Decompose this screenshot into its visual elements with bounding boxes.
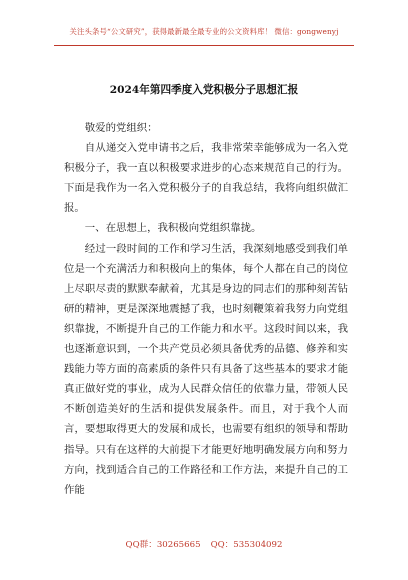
document-body (64, 118, 348, 500)
qq-label: QQ： (210, 540, 234, 550)
header-banner: 关注头条号“公文研究”，获得最新最全最专业的公文资料库！ 微信：gongwenyj (69, 27, 339, 36)
intro-paragraph: 自从递交入党申请书之后，我非常荣幸能够成为一名入党积极分子，我一直以积极要求进步的心态来规范自己的行为。下面是我作为一名入党积极分子的自我总结，我将向组织做汇报。 (64, 142, 348, 215)
footer-contact (0, 538, 408, 550)
qq-group-number: 30265665 (156, 540, 201, 550)
document-title: 2024年第四季度入党积极分子思想汇报 (109, 84, 299, 96)
body-paragraph: 经过一段时间的工作和学习生活，我深刻地感受到我们单位是一个充满活力和积极向上的集体，每个人都在自己的岗位上尽职尽责的默默奉献着，尤其是身边的同志们的那种刻苦钻研的精神，更是深深地震撼了我，也时刻鞭策着我努力向党组织靠拢，不断提升自己的工作能力和水平。这段时间以来，我也逐渐意识到，一个共产党员必须具备优秀的品德、修养和实践能力等方面的高素质的条件只有具备了这些基本的要求才能真正做好党的事业，成为人民群众信任的依靠力量，带领人民不断创造美好的生活和提供发展条件。而且，对于我个人而言，要想取得更大的发展和成长，也需要有组织的领导和帮助指导。只有在这样的大前提下才能更好地明确发展方向和努力方向，找到适合自己的工作路径和工作方法，来提升自己的工作能 (64, 242, 348, 496)
qq-number: 535304092 (233, 540, 283, 550)
section-heading: 一、在思想上，我积极向党组织靠拢。 (84, 222, 262, 235)
qq-group-label: QQ群： (125, 540, 157, 550)
header-divider (54, 45, 354, 46)
salutation: 敬爱的党组织： (84, 122, 158, 134)
